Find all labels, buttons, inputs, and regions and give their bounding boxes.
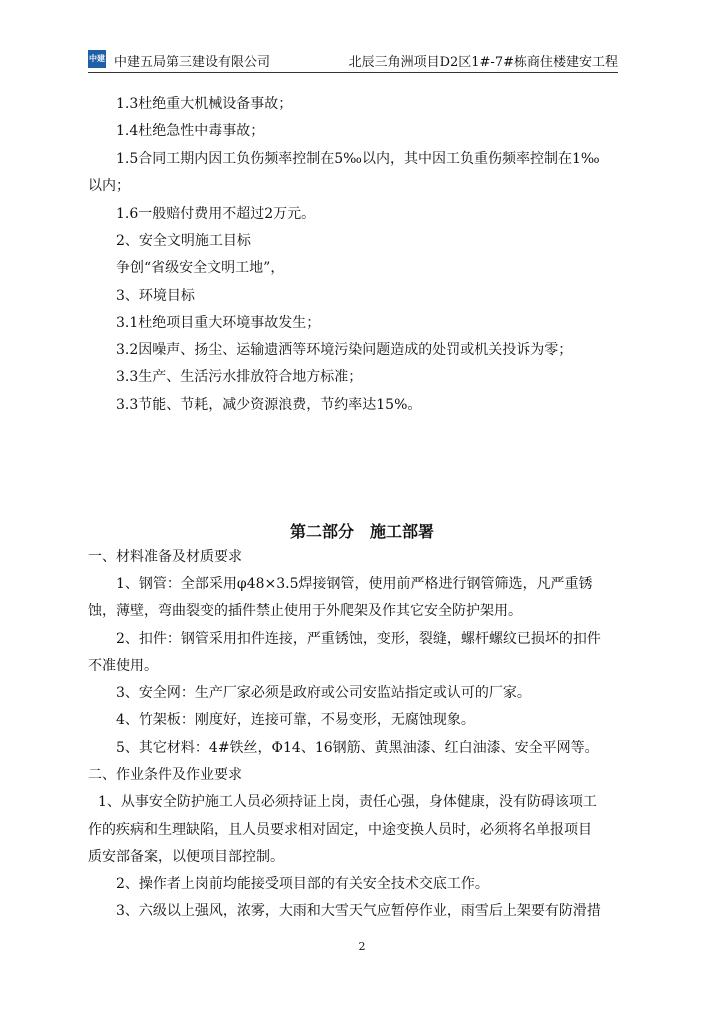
- company-logo-icon: 中建: [88, 50, 106, 68]
- paragraph-line: 1.3杜绝重大机械设备事故；: [116, 96, 293, 112]
- paragraph-line: 作的疾病和生理缺陷，且人员要求相对固定，中途变换人员时，必须将名单报项目: [88, 822, 592, 838]
- section-title: 第二部分 施工部署: [289, 522, 434, 541]
- page-header: [88, 46, 618, 73]
- paragraph-line: 2、安全文明施工目标: [116, 233, 251, 249]
- company-name: 中建五局第三建设有限公司: [114, 55, 271, 70]
- paragraph-line: 5、其它材料：4#铁丝，Φ14、16钢筋、黄黑油漆、红白油漆、安全平网等。: [116, 740, 599, 756]
- paragraph-line: 蚀，薄壁，弯曲裂变的插件禁止使用于外爬架及作其它安全防护架用。: [88, 603, 522, 619]
- paragraph-line: 3.1杜绝项目重大环境事故发生；: [116, 315, 321, 331]
- paragraph-line: 争创“省级安全文明工地”，: [116, 260, 285, 276]
- paragraph-line: 1、从事安全防护施工人员必须持证上岗，责任心强，身体健康，没有防碍该项工: [98, 794, 597, 810]
- paragraph-line: 质安部备案，以便项目部控制。: [88, 849, 284, 865]
- subsection-heading: 一、材料准备及材质要求: [88, 549, 242, 565]
- paragraph-line: 3、六级以上强风，浓雾，大雨和大雪天气应暂停作业，雨雪后上架要有防滑措: [116, 903, 601, 919]
- paragraph-line: 2、操作者上岗前均能接受项目部的有关安全技术交底工作。: [116, 876, 489, 892]
- paragraph-line: 2、扣件：钢管采用扣件连接，严重锈蚀，变形，裂缝，螺杆螺纹已损坏的扣件: [116, 631, 601, 647]
- paragraph-line: 4、竹架板：刚度好，连接可靠，不易变形，无腐蚀现象。: [116, 712, 475, 728]
- paragraph-line: 3.3生产、生活污水排放符合地方标准；: [116, 369, 363, 385]
- project-name: 北辰三角洲项目D2区1#-7#栋商住楼建安工程: [348, 55, 618, 70]
- paragraph-line: 3、环境目标: [116, 288, 195, 304]
- paragraph-line: 3.2因噪声、扬尘、运输遗洒等环境污染问题造成的处罚或机关投诉为零；: [116, 342, 573, 358]
- page-number: 2: [358, 940, 366, 953]
- paragraph-line: 以内；: [88, 178, 130, 194]
- paragraph-line: 1.4杜绝急性中毒事故；: [116, 123, 265, 139]
- paragraph-line: 不准使用。: [88, 658, 158, 674]
- paragraph-line: 1.6一般赔付费用不超过2万元。: [116, 206, 316, 222]
- subsection-heading: 二、作业条件及作业要求: [88, 767, 242, 783]
- paragraph-line: 1、钢管：全部采用φ48×3.5焊接钢管，使用前严格进行钢管筛选，凡严重锈: [116, 576, 593, 592]
- paragraph-line: 3、安全网：生产厂家必须是政府或公司安监站指定或认可的厂家。: [116, 685, 531, 701]
- paragraph-line: 1.5合同工期内因工负伤频率控制在5‰以内，其中因工负重伤频率控制在1‰: [116, 151, 600, 167]
- paragraph-line: 3.3节能、节耗，减少资源浪费，节约率达15%。: [116, 397, 422, 413]
